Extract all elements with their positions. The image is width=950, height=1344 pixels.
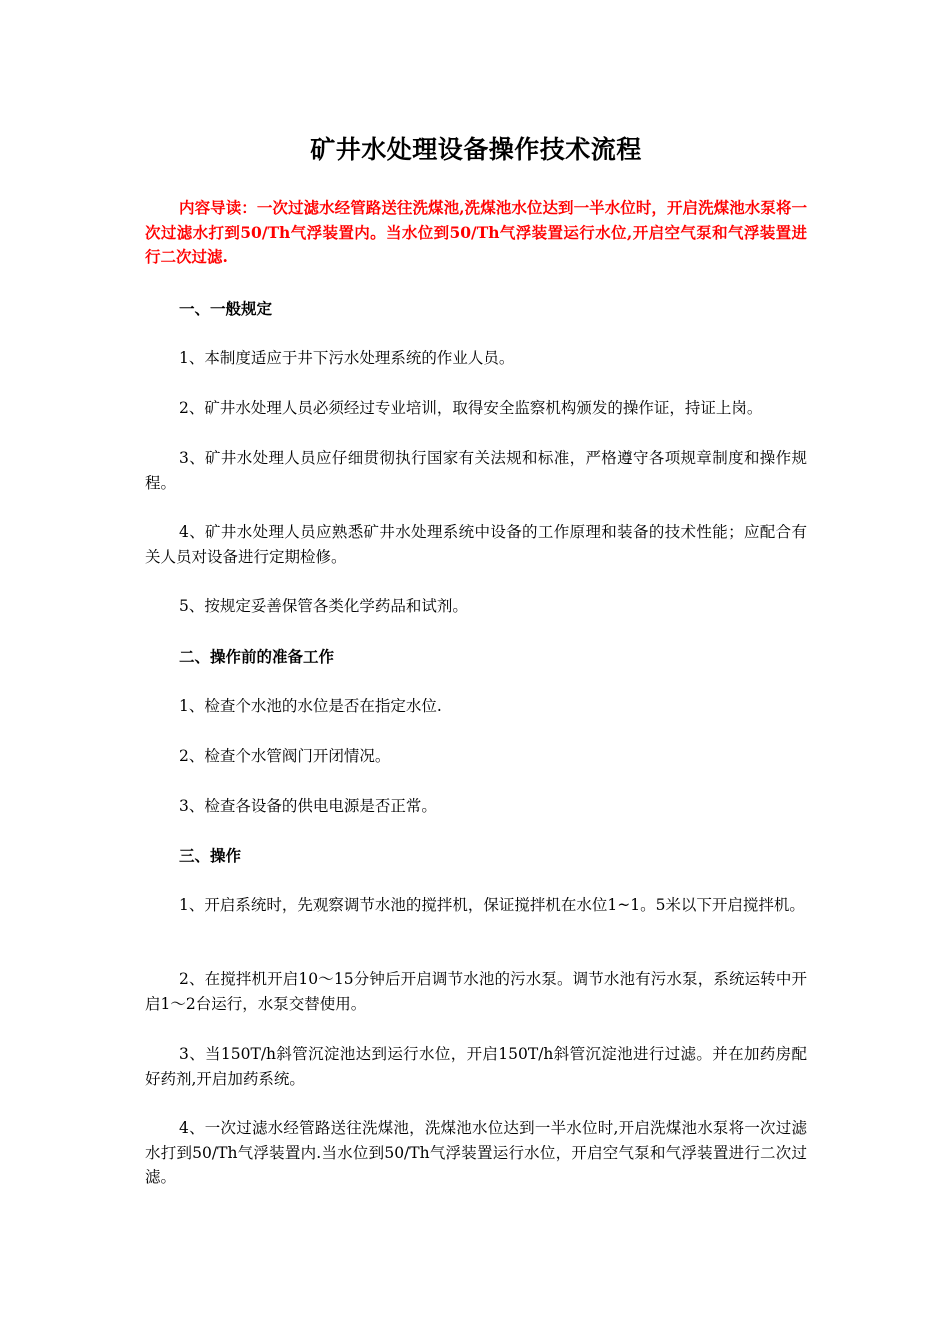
operation-item-3: 3、当150T/h斜管沉淀池达到运行水位，开启150T/h斜管沉淀池进行过滤。并在加药房配好药剂,开启加药系统。 [145, 1045, 807, 1088]
general-item-2: 2、矿井水处理人员必须经过专业培训，取得安全监察机构颁发的操作证，持证上岗。 [179, 399, 763, 417]
general-item-3: 3、矿井水处理人员应仔细贯彻执行国家有关法规和标准，严格遵守各项规章制度和操作规程。 [145, 449, 807, 492]
document-title: 矿井水处理设备操作技术流程 [310, 135, 642, 164]
preparation-item-2: 2、检查个水管阀门开闭情况。 [179, 747, 391, 765]
preparation-item-1: 1、检查个水池的水位是否在指定水位. [179, 697, 442, 715]
operation-item-1: 1、开启系统时，先观察调节水池的搅拌机，保证搅拌机在水位1~1。5米以下开启搅拌机。 [179, 896, 805, 914]
section-heading-operation: 三、操作 [179, 846, 242, 865]
operation-item-2: 2、在搅拌机开启10～15分钟后开启调节水池的污水泵。调节水池有污水泵，系统运转中开启1～2台运行，水泵交替使用。 [145, 970, 807, 1013]
intro-summary: 内容导读：一次过滤水经管路送往洗煤池,洗煤池水位达到一半水位时，开启洗煤池水泵将一次过滤水打到50/Th气浮装置内。当水位到50/Th气浮装置运行水位,开启空气泵和气浮装置进行二次过滤. [145, 198, 807, 266]
preparation-item-3: 3、检查各设备的供电电源是否正常。 [179, 797, 437, 815]
general-item-4: 4、矿井水处理人员应熟悉矿井水处理系统中设备的工作原理和装备的技术性能；应配合有关人员对设备进行定期检修。 [145, 523, 807, 566]
section-heading-general: 一、一般规定 [179, 299, 273, 318]
general-item-5: 5、按规定妥善保管各类化学药品和试剂。 [179, 597, 468, 615]
general-item-1: 1、本制度适应于井下污水处理系统的作业人员。 [179, 349, 515, 367]
operation-item-4: 4、一次过滤水经管路送往洗煤池，洗煤池水位达到一半水位时,开启洗煤池水泵将一次过滤水打到50/Th气浮装置内.当水位到50/Th气浮装置运行水位，开启空气泵和气浮装置进行二次过滤。 [145, 1119, 807, 1186]
section-heading-preparation: 二、操作前的准备工作 [179, 647, 335, 666]
